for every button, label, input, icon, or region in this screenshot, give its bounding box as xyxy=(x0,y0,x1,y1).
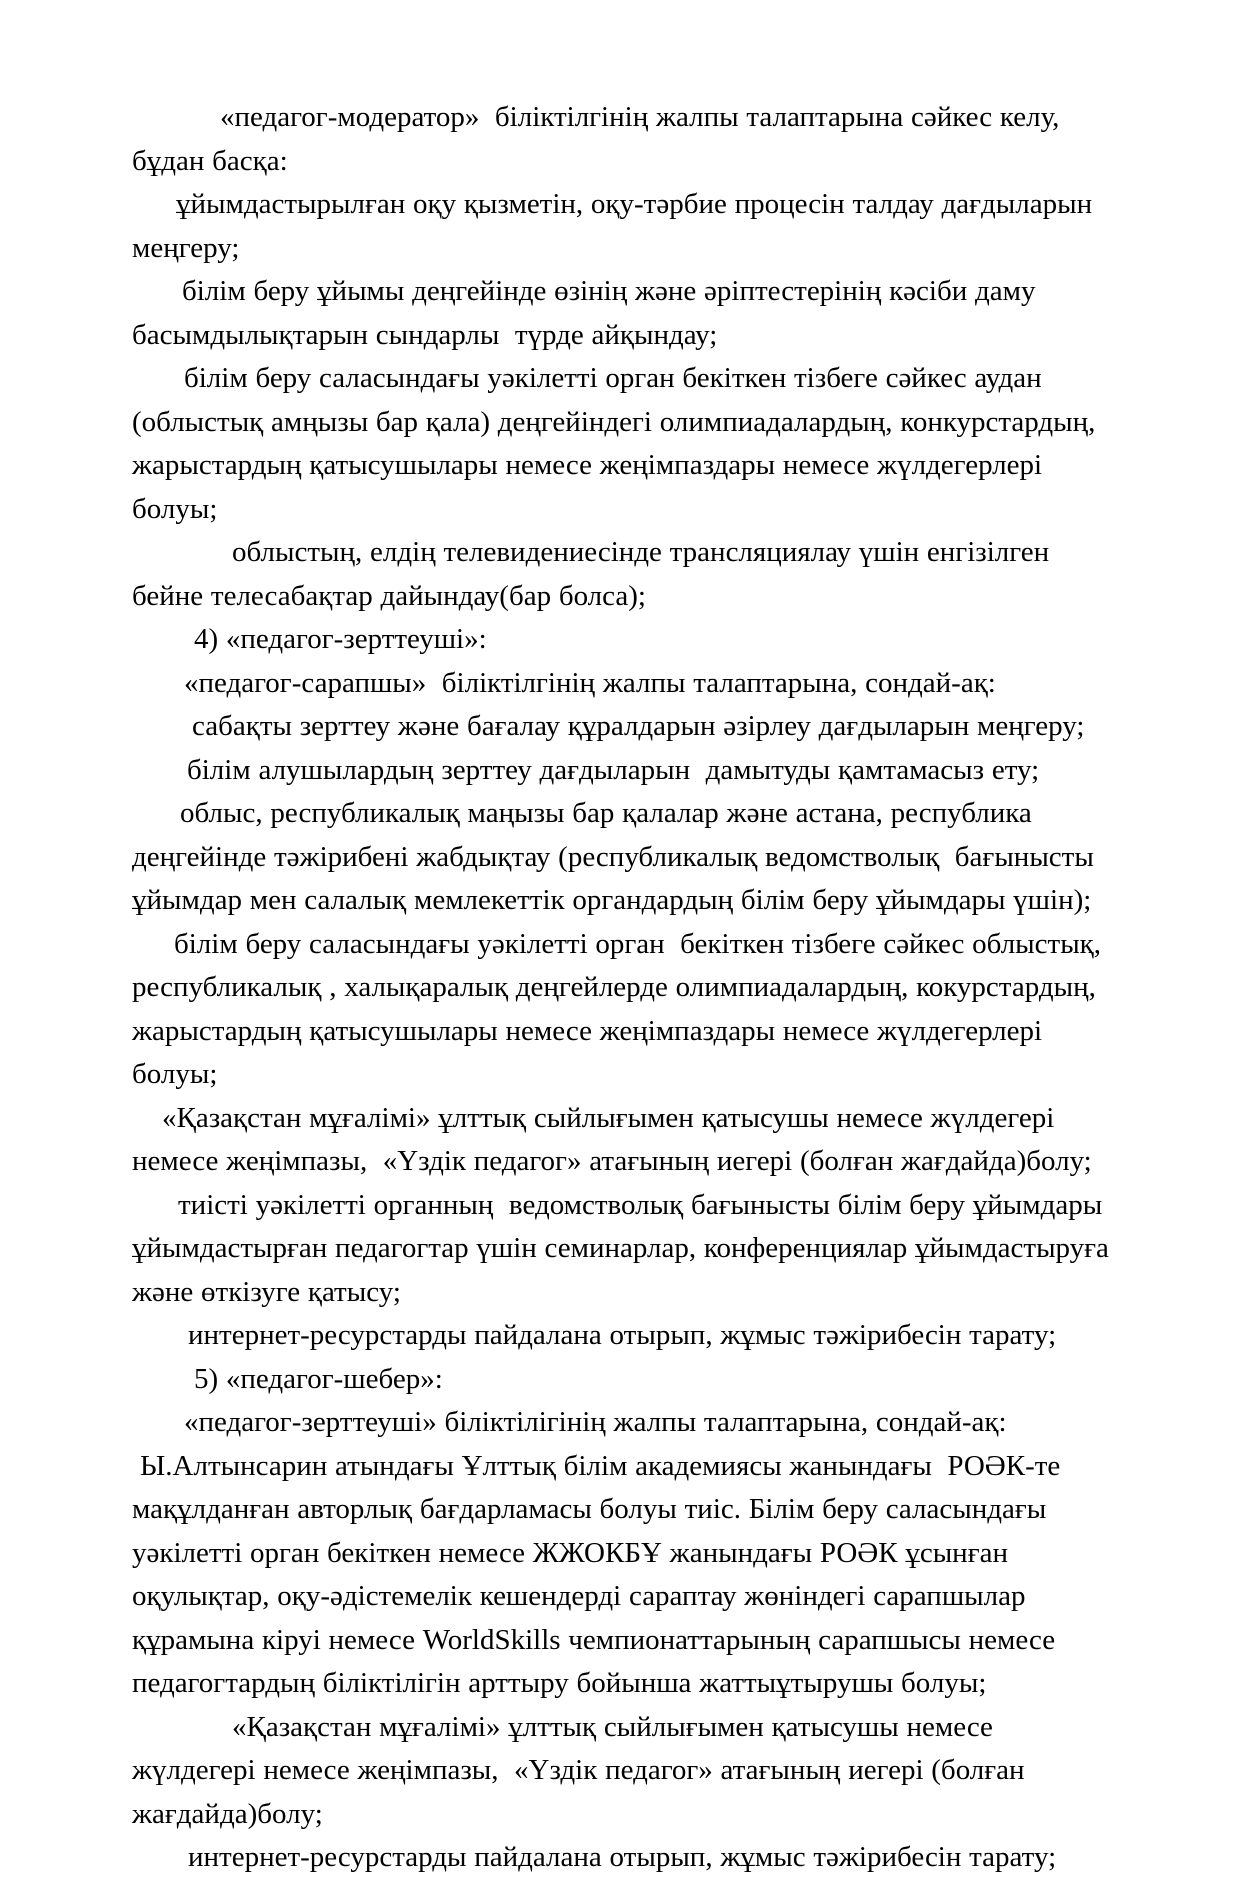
paragraph-requirement: «педагог-зерттеуші» біліктілігінің жалпы талаптарына, сондай-ақ: xyxy=(184,1406,1007,1438)
paragraph-requirement: білім алушылардың зерттеу дағдыларын дамытуды қамтамасыз ету; xyxy=(187,753,1040,786)
paragraph-requirement: ұйымдастырылған оқу қызметін, оқу-тәрбие процесін талдау дағдыларын меңгеру; xyxy=(132,188,1100,264)
paragraph-requirement: білім беру ұйымы деңгейінде өзінің және әріптестерінің кәсіби даму басымдылықтарын сындарлы түрде айқындау; xyxy=(132,275,1044,351)
document-text-block xyxy=(132,96,1116,1880)
paragraph-heading-pedagog-zertteushi: 4) «педагог-зерттеуші»: xyxy=(194,623,487,655)
paragraph-requirement: «Қазақстан мұғалімі» ұлттық сыйлығымен қатысушы немесе жүлдегері немесе жеңімпазы, «Үздік педагог» атағының иегері (болған жағдайда)болу; xyxy=(132,1710,1033,1830)
paragraph-requirement: интернет-ресурстарды пайдалана отырып, жұмыс тәжірибесін тарату; xyxy=(188,1841,1057,1873)
paragraph-requirement: «педагог-сарапшы» біліктілгінің жалпы талаптарына, сондай-ақ: xyxy=(184,666,996,699)
paragraph-requirement: «Қазақстан мұғалімі» ұлттық сыйлығымен қатысушы немесе жүлдегері немесе жеңімпазы, «Үздік педагог» атағының иегері (болған жағдайда)болу; xyxy=(132,1101,1092,1177)
paragraph-pedagog-moderator-intro: «педагог-модератор» біліктілгінің жалпы талаптарына сәйкес келу, бұдан басқа: xyxy=(132,101,1068,177)
paragraph-requirement: білім беру саласындағы уәкілетті орган бекіткен тізбеге сәйкес аудан (облыстық амңызы бар қала) деңгейіндегі олимпиадалардың, конкурстардың, жарыстардың қатысушылары немесе жеңімпаздары немесе жүлдегерлері болуы; xyxy=(132,362,1104,525)
paragraph-requirement: интернет-ресурстарды пайдалана отырып, жұмыс тәжірибесін тарату; xyxy=(188,1319,1057,1351)
paragraph-requirement: облыс, республикалық маңызы бар қалалар және астана, республика деңгейінде тәжірибені жабдықтау (республикалық ведомстволық бағынысты ұйымдар мен салалық мемлекеттік органдардың білім беру ұйымдары үшін); xyxy=(132,797,1102,916)
paragraph-requirement: Ы.Алтынсарин атындағы Ұлттық білім академиясы жанындағы РОӘК-те мақұлданған авторлық бағдарламасы болуы тиіс. Білім беру саласындағы уәкілетті орган бекіткен немесе ЖЖОКБҰ жанындағы РОӘК ұсынған оқулықтар, оқу-әдістемелік кешендерді сараптау жөніндегі сарапшылар құрамына кіруі немесе WorldSkills чемпионаттарының сарапшысы немесе педагогтардың біліктілігін арттыру бойынша жаттыұтырушы болуы; xyxy=(132,1449,1069,1699)
paragraph-requirement: облыстың, елдің телевидениесінде трансляциялау үшін енгізілген бейне телесабақтар дайындау(бар болса); xyxy=(132,536,1057,612)
paragraph-requirement: білім беру саласындағы уәкілетті орган бекіткен тізбеге сәйкес облыстық, республикалық , халықаралық деңгейлерде олимпиадалардың, кокурстардың, жарыстардың қатысушылары немесе жеңімпаздары немесе жүлдегерлері болуы; xyxy=(132,927,1109,1090)
paragraph-requirement: тиісті уәкілетті органның ведомстволық бағынысты білім беру ұйымдары ұйымдастырған педагогтар үшін семинарлар, конференциялар ұйымдастыруға және өткізуге қатысу; xyxy=(132,1188,1117,1308)
paragraph-requirement: сабақты зерттеу және бағалау құралдарын әзірлеу дағдыларын меңгеру; xyxy=(192,710,1085,742)
paragraph-heading-pedagog-sheber: 5) «педагог-шебер»: xyxy=(194,1362,443,1395)
